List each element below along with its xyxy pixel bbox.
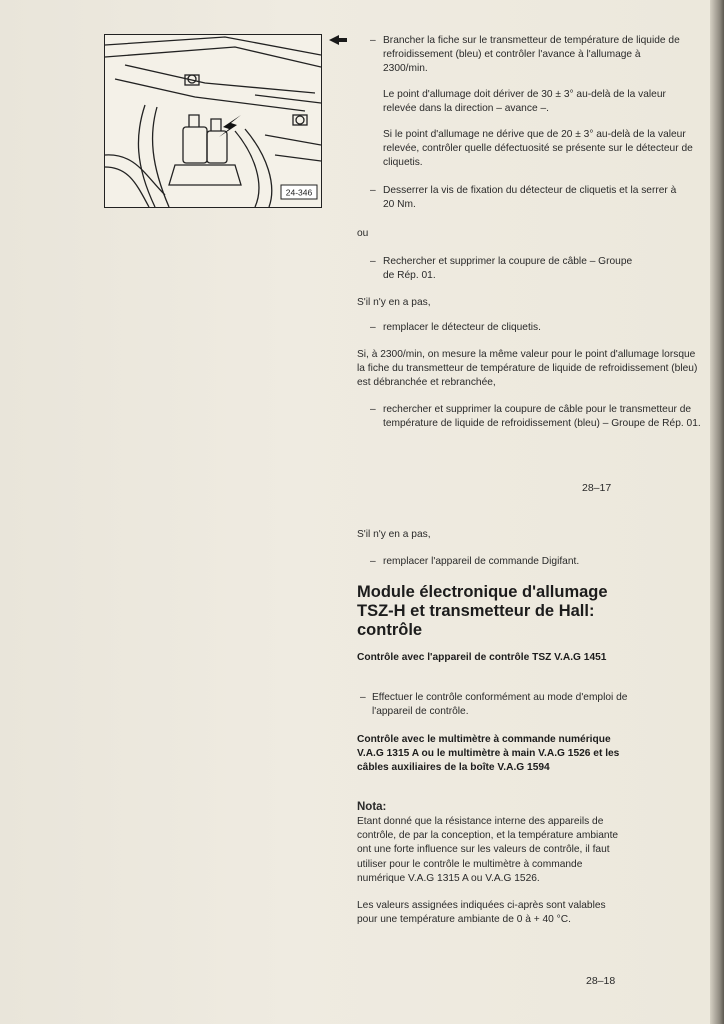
page-number-28-17: 28–17 [582, 482, 612, 494]
step-find-cable-break-sensor: rechercher et supprimer la coupure de câble pour le transmetteur de température de liquide de refroidissement (bleu) – Groupe de Rép. 01. [383, 404, 701, 430]
or-text: ou [357, 228, 369, 239]
step-perform-test: Effectuer le contrôle conformément au mode d'emploi de l'appareil de contrôle. [372, 692, 628, 718]
step-find-cable-break: Rechercher et supprimer la coupure de câble – Groupe de Rép. 01. [383, 256, 633, 282]
section-heading: Module électronique d'allumage TSZ-H et transmetteur de Hall: contrôle [357, 583, 608, 639]
pointer-arrow-icon [329, 35, 347, 45]
paragraph-ignition-30: Le point d'allumage doit dériver de 30 ± 3° au-delà de la valeur relevée dans la direction – avance –. [383, 89, 666, 115]
note-text: Etant donné que la résistance interne des appareils de contrôle, de par la conception, et la température ambiante ont une forte influence sur les valeurs de contrôle, il faut utiliser pour le contrôle le multimètre à commande numérique V.A.G 1315 A ou V.A.G 1526. [357, 816, 619, 884]
engine-illustration [104, 34, 322, 208]
step-loosen-screw: Desserrer la vis de fixation du détecteur de cliquetis et la serrer à 20 Nm. [383, 185, 677, 211]
page-edge-shadow [710, 0, 724, 1024]
bullet-dash: – [360, 692, 366, 703]
paragraph-ignition-20: Si le point d'allumage ne dérive que de 20 ± 3° au-delà de la valeur relevée, contrôler quelle défectuosité se présente sur le détecteur de cliquetis. [383, 129, 693, 169]
subheading-tsz-tester: Contrôle avec l'appareil de contrôle TSZ V.A.G 1451 [357, 652, 607, 663]
bullet-dash: – [370, 256, 376, 267]
bullet-dash: – [370, 322, 376, 333]
bullet-dash: – [370, 35, 376, 46]
note-title: Nota: [357, 801, 387, 813]
subheading-multimeter: Contrôle avec le multimètre à commande numérique V.A.G 1315 A ou le multimètre à main V.A.G 1526 et les câbles auxiliaires de la boîte V.A.G 1594 [357, 734, 620, 774]
figure-label: 24-346 [285, 187, 313, 198]
step-connect-plug: Brancher la fiche sur le transmetteur de température de liquide de refroidissement (bleu) et contrôler l'avance à l'allumage à 2300/min. [383, 35, 680, 75]
condition-none-2: S'il n'y en a pas, [357, 529, 431, 540]
bullet-dash: – [370, 556, 376, 567]
condition-none-1: S'il n'y en a pas, [357, 297, 431, 308]
bullet-dash: – [370, 404, 376, 415]
page-number-28-18: 28–18 [586, 975, 616, 987]
note-text-values: Les valeurs assignées indiquées ci-après sont valables pour une température ambiante de 0 à + 40 °C. [357, 900, 606, 926]
paragraph-same-value: Si, à 2300/min, on mesure la même valeur pour le point d'allumage lorsque la fiche du transmetteur de température de liquide de refroidissement (bleu) est débranchée et rebranchée, [357, 349, 698, 389]
step-replace-control-unit: remplacer l'appareil de commande Digifant. [383, 556, 580, 567]
engine-drawing [105, 35, 321, 207]
bullet-dash: – [370, 185, 376, 196]
step-replace-knock-sensor: remplacer le détecteur de cliquetis. [383, 322, 541, 333]
